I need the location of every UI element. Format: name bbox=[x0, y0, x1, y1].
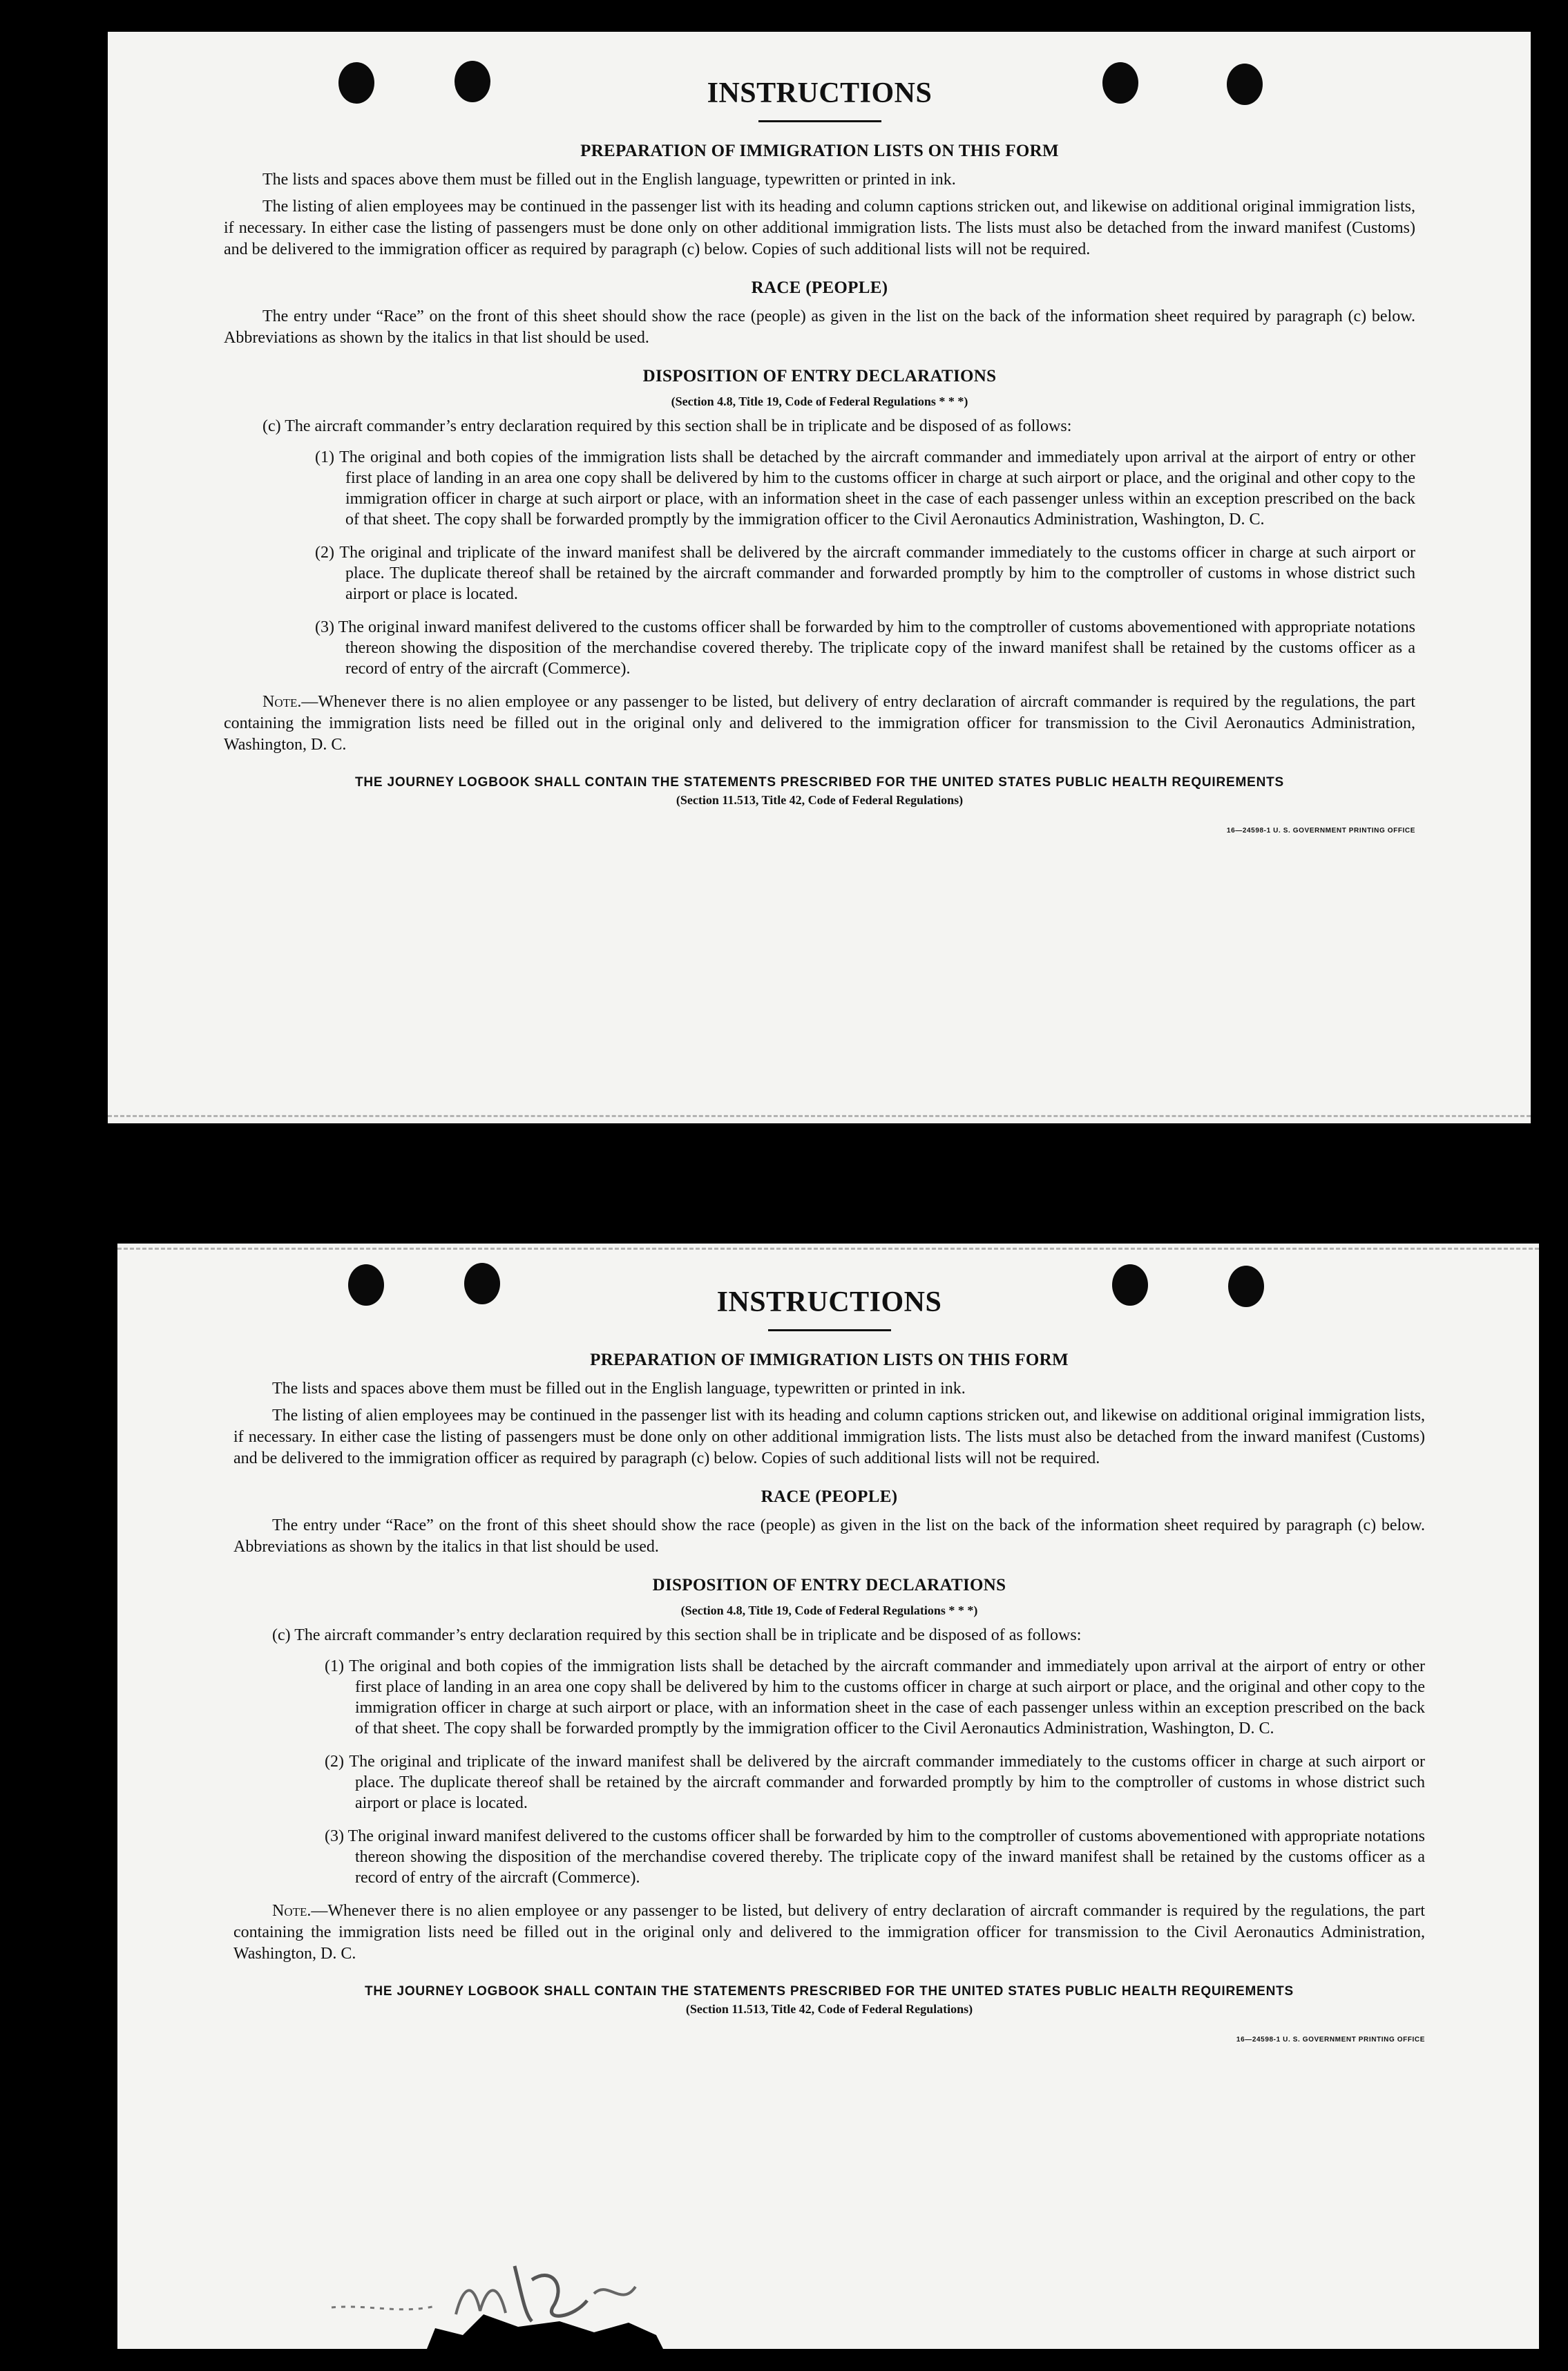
preparation-paragraph-1: The lists and spaces above them must be filled out in the English language, typewritten or printed in ink. bbox=[262, 171, 956, 189]
race-heading: RACE (PEOPLE) bbox=[761, 1487, 898, 1507]
torn-edge bbox=[421, 2307, 670, 2349]
disposition-item-2: (2) The original and triplicate of the inward manifest shall be delivered by the aircraft commander immediately to the customs officer in charge at such airport or place. The duplicate thereof shall be retained by the aircraft commander and forwarded promptly by him to the comptroller of customs in whose district such airport or place is located. bbox=[315, 544, 1415, 604]
printer-imprint: 16—24598-1 U. S. GOVERNMENT PRINTING OFFICE bbox=[1236, 2036, 1425, 2044]
title-rule bbox=[768, 1329, 891, 1331]
disposition-item-2: (2) The original and triplicate of the inward manifest shall be delivered by the aircraft commander immediately to the customs officer in charge at such airport or place. The duplicate thereof shall be retained by the aircraft commander and forwarded promptly by him to the comptroller of customs in whose district such airport or place is located. bbox=[325, 1753, 1425, 1813]
note-lead: Note. bbox=[262, 693, 302, 712]
page-title: INSTRUCTIONS bbox=[707, 77, 933, 109]
journey-citation: (Section 11.513, Title 42, Code of Federal Regulations) bbox=[676, 793, 964, 808]
printer-imprint: 16—24598-1 U. S. GOVERNMENT PRINTING OFFICE bbox=[1226, 827, 1415, 835]
disposition-heading: DISPOSITION OF ENTRY DECLARATIONS bbox=[642, 367, 997, 386]
note-body: —Whenever there is no alien employee or any passenger to be listed, but delivery of entry declaration of aircraft commander is required by the regulations, the part containing the immigration lists need be filled out in the original only and delivered to the immigration officer for transmission to the Civil Aeronautics Administration, Washington, D. C. bbox=[224, 693, 1415, 754]
preparation-paragraph-1: The lists and spaces above them must be filled out in the English language, typewritten or printed in ink. bbox=[272, 1380, 966, 1398]
disposition-item-1: (1) The original and both copies of the immigration lists shall be detached by the aircraft commander and immediately upon arrival at the airport of entry or other first place of landing in an area one copy shall be delivered by him to the customs officer in charge at such airport or place, and the original and other copy to the immigration officer in charge at such airport or place, with an information sheet in the case of each passenger unless within an exception prescribed on the back of that sheet. The copy shall be forwarded promptly by the immigration officer to the Civil Aeronautics Administration, Washington, D. C. bbox=[315, 448, 1415, 529]
disposition-citation: (Section 4.8, Title 19, Code of Federal Regulations * * *) bbox=[680, 1603, 978, 1618]
race-paragraph: The entry under “Race” on the front of this sheet should show the race (people) as given in the list on the back of the information sheet required by paragraph (c) below. Abbreviations as shown by the italics in that list should be used. bbox=[233, 1516, 1425, 1556]
journey-citation: (Section 11.513, Title 42, Code of Federal Regulations) bbox=[685, 2002, 973, 2017]
disposition-citation: (Section 4.8, Title 19, Code of Federal Regulations * * *) bbox=[671, 394, 968, 409]
journey-heading: THE JOURNEY LOGBOOK SHALL CONTAIN THE STATEMENTS PRESCRIBED FOR THE UNITED STATES PUBLIC HEALTH REQUIREMENTS bbox=[364, 1984, 1294, 1999]
race-paragraph: The entry under “Race” on the front of this sheet should show the race (people) as given in the list on the back of the information sheet required by paragraph (c) below. Abbreviations as shown by the italics in that list should be used. bbox=[224, 307, 1415, 347]
page-title: INSTRUCTIONS bbox=[716, 1286, 942, 1318]
note-paragraph bbox=[224, 692, 1415, 756]
preparation-paragraph-2: The listing of alien employees may be continued in the passenger list with its heading and column captions stricken out, and likewise on additional original immigration lists, if necessary. In either case the listing of passengers must be done only on other additional immigration lists. The lists must also be detached from the inward manifest (Customs) and be delivered to the immigration officer as required by paragraph (c) below. Copies of such additional lists will not be required. bbox=[233, 1407, 1425, 1468]
preparation-heading: PREPARATION OF IMMIGRATION LISTS ON THIS FORM bbox=[590, 1351, 1069, 1370]
note-body: —Whenever there is no alien employee or any passenger to be listed, but delivery of entry declaration of aircraft commander is required by the regulations, the part containing the immigration lists need be filled out in the original only and delivered to the immigration officer for transmission to the Civil Aeronautics Administration, Washington, D. C. bbox=[233, 1902, 1425, 1963]
document-page-2 bbox=[117, 1244, 1539, 2349]
instructions-content bbox=[233, 1285, 1425, 2044]
note-lead: Note. bbox=[272, 1902, 312, 1921]
disposition-item-1: (1) The original and both copies of the immigration lists shall be detached by the aircraft commander and immediately upon arrival at the airport of entry or other first place of landing in an area one copy shall be delivered by him to the customs officer in charge at such airport or place, and the original and other copy to the immigration officer in charge at such airport or place, with an information sheet in the case of each passenger unless within an exception prescribed on the back of that sheet. The copy shall be forwarded promptly by the immigration officer to the Civil Aeronautics Administration, Washington, D. C. bbox=[325, 1657, 1425, 1738]
preparation-heading: PREPARATION OF IMMIGRATION LISTS ON THIS FORM bbox=[580, 142, 1059, 161]
document-page-1 bbox=[108, 32, 1531, 1123]
race-heading: RACE (PEOPLE) bbox=[751, 278, 888, 298]
note-paragraph bbox=[233, 1901, 1425, 1965]
disposition-paragraph-c: (c) The aircraft commander’s entry declaration required by this section shall be in triplicate and be disposed of as follows: bbox=[272, 1626, 1082, 1645]
disposition-item-3: (3) The original inward manifest delivered to the customs officer shall be forwarded by him to the comptroller of customs abovementioned with appropriate notations thereon showing the disposition of the merchandise covered thereby. The triplicate copy of the inward manifest shall be retained by the customs officer as a record of entry of the aircraft (Commerce). bbox=[325, 1827, 1425, 1887]
perforation-edge bbox=[108, 1115, 1531, 1119]
perforation-edge bbox=[117, 1248, 1539, 1252]
instructions-content bbox=[224, 76, 1415, 835]
disposition-item-3: (3) The original inward manifest delivered to the customs officer shall be forwarded by him to the comptroller of customs abovementioned with appropriate notations thereon showing the disposition of the merchandise covered thereby. The triplicate copy of the inward manifest shall be retained by the customs officer as a record of entry of the aircraft (Commerce). bbox=[315, 618, 1415, 678]
disposition-heading: DISPOSITION OF ENTRY DECLARATIONS bbox=[652, 1576, 1006, 1595]
title-rule bbox=[758, 120, 881, 122]
journey-heading: THE JOURNEY LOGBOOK SHALL CONTAIN THE STATEMENTS PRESCRIBED FOR THE UNITED STATES PUBLIC HEALTH REQUIREMENTS bbox=[354, 775, 1285, 790]
preparation-paragraph-2: The listing of alien employees may be continued in the passenger list with its heading and column captions stricken out, and likewise on additional original immigration lists, if necessary. In either case the listing of passengers must be done only on other additional immigration lists. The lists must also be detached from the inward manifest (Customs) and be delivered to the immigration officer as required by paragraph (c) below. Copies of such additional lists will not be required. bbox=[224, 198, 1415, 259]
disposition-paragraph-c: (c) The aircraft commander’s entry declaration required by this section shall be in triplicate and be disposed of as follows: bbox=[262, 417, 1072, 436]
